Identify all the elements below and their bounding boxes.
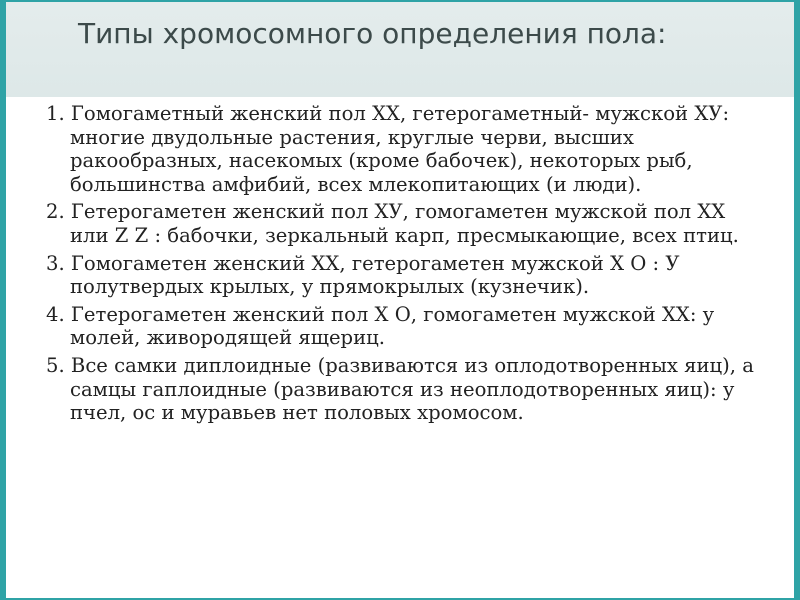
- slide-title: Типы хромосомного определения пола:: [78, 17, 667, 50]
- content-list: [46, 102, 762, 429]
- list-item-4: 4. Гетерогаметен женский пол Х О, гомогаметен мужской ХХ: у молей, живородящей ящериц.: [46, 302, 715, 350]
- list-item-1: 1. Гомогаметный женский пол ХХ, гетерогаметный- мужской ХУ: многие двудольные растения, круглые черви, высших ракообразных, насекомых (кроме бабочек), некоторых рыб, большинства амфибий, всех млекопитающих (и люди).: [46, 102, 730, 196]
- list-item-2: 2. Гетерогаметен женский пол ХУ, гомогаметен мужской пол ХХ или Z Z : бабочки, зеркальный карп, пресмыкающие, всех птиц.: [46, 200, 739, 247]
- list-item-5: 5. Все самки диплоидные (развиваются из оплодотворенных яиц), а самцы гаплоидные (развиваются из неоплодотворенных яиц): у пчел, ос и муравьев нет половых хромосом.: [46, 353, 754, 425]
- list-item-3: 3. Гомогаметен женский ХХ, гетерогаметен мужской Х О : У полутвердых крылых, у прямокрылых (кузнечик).: [46, 251, 680, 299]
